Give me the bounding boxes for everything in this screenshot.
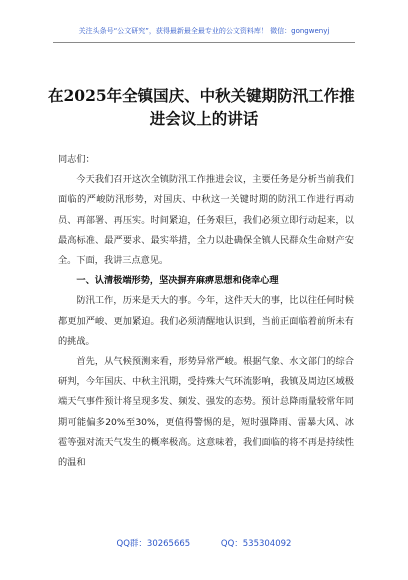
footer-qq-group: QQ群：30265665: [116, 539, 191, 549]
footer-contact: [0, 537, 408, 549]
salutation: 同志们：: [58, 154, 95, 165]
title-line-2: 进会议上的讲话: [149, 109, 259, 128]
document-title: [48, 84, 360, 130]
document-body: [58, 150, 354, 473]
body-paragraph: 首先，从气候预测来看，形势异常严峻。根据气象、水文部门的综合研判，今年国庆、中秋主汛期，受持殊大气环流影响，我镇及周边区域极端天气事件预计将呈现多发、频发、强发的态势。预计总降雨量较常年同期可能偏多20%至30%，更值得警惕的是，短时强降雨、雷暴大风、冰雹等强对流天气发生的概率极高。这意味着，我们面临的将不再是持续性的温和: [58, 356, 354, 469]
title-line-1: 在2025年全镇国庆、中秋关键期防汛工作推: [48, 86, 355, 105]
section-heading-1: 一、认清极端形势，坚决摒弃麻痹思想和侥幸心理: [76, 275, 279, 287]
intro-paragraph: 今天我们召开这次全镇防汛工作推进会议，主要任务是分析当前我们面临的严峻防汛形势，对国庆、中秋这一关键时期的防汛工作进行再动员、再部署、再压实。时间紧迫，任务艰巨，我们必须立即行动起来，以最高标准、最严要求、最实举措，全力以赴确保全镇人民群众生命财产安全。下面，我讲三点意见。: [58, 174, 354, 267]
header-divider: [53, 42, 355, 43]
header-promo-note: 关注头条号“公文研究”，获得最新最全最专业的公文资料库！ 微信：gongwenyj: [78, 27, 330, 35]
body-paragraph: 防汛工作，历来是天大的事。今年，这件天大的事，比以往任何时候都更加严峻、更加紧迫。我们必须清醒地认识到，当前正面临着前所未有的挑战。: [58, 295, 354, 347]
footer-qq: QQ：535304092: [220, 539, 292, 549]
